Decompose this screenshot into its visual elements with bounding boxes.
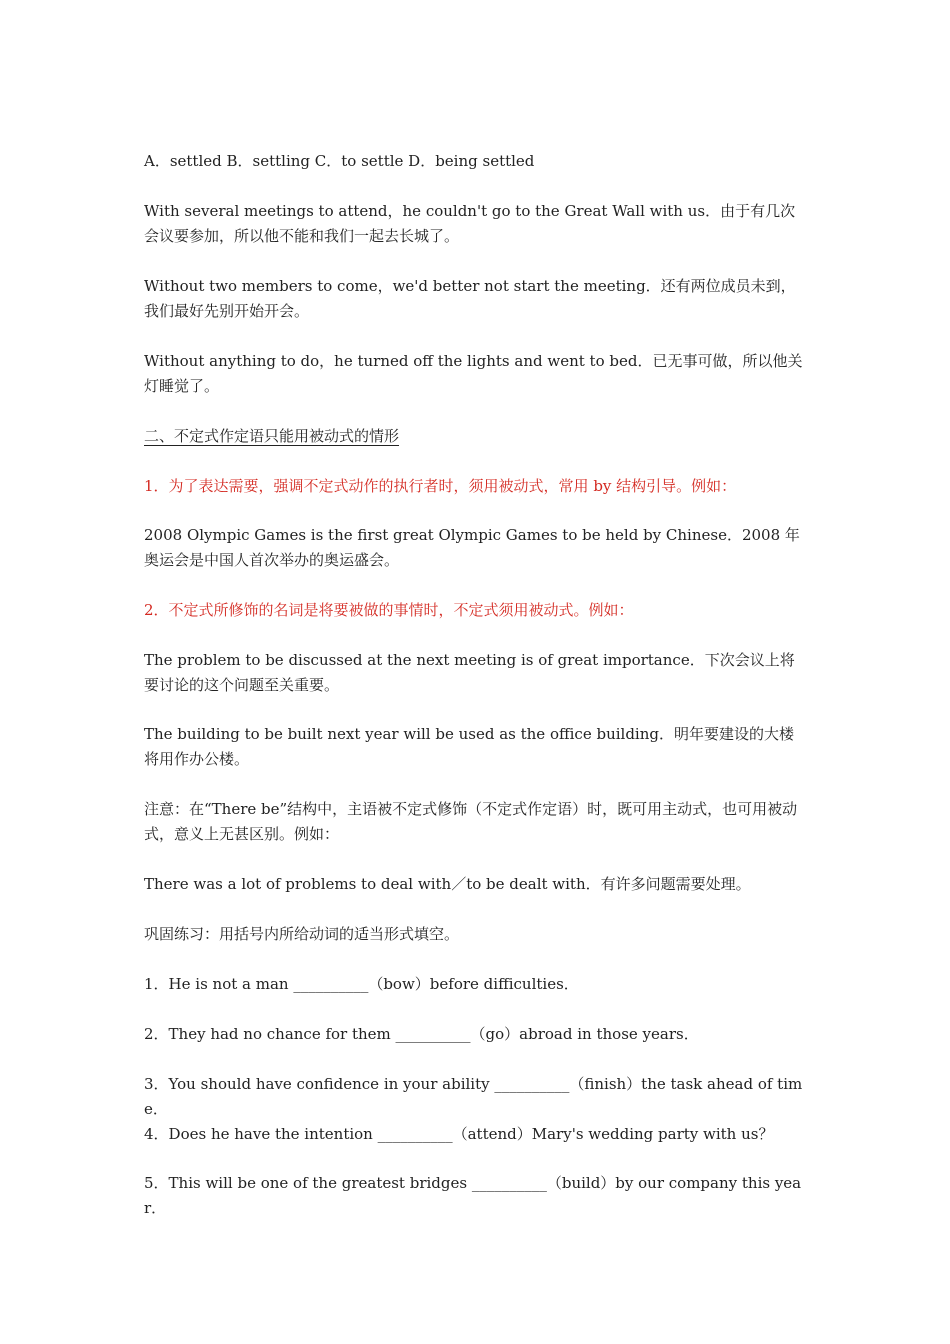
example-sentence-bed: Without anything to do，he turned off the lights and went to bed．已无事可做，所以他关灯睡觉了。 bbox=[144, 352, 803, 395]
note-paragraph: 注意：在“There be”结构中，主语被不定式修饰（不定式作定语）时，既可用主动式，也可用被动式，意义上无甚区别。例如： bbox=[144, 800, 798, 843]
example-sentence-problem: The problem to be discussed at the next meeting is of great importance．下次会议上将要讨论的这个问题至关重要。 bbox=[144, 651, 795, 694]
example-sentence-meetings: With several meetings to attend，he couldn't go to the Great Wall with us．由于有几次会议要参加，所以他不能和我们一起去长城了。 bbox=[144, 202, 796, 245]
rule-2: 2．不定式所修饰的名词是将要被做的事情时，不定式须用被动式。例如： bbox=[144, 601, 634, 619]
exercise-item: 3．You should have confidence in your ability __________（finish）the task ahead of time． bbox=[144, 1075, 803, 1118]
rule-1: 1．为了表达需要，强调不定式动作的执行者时，须用被动式，常用 by 结构引导。例如： bbox=[144, 477, 737, 495]
example-sentence-deal: There was a lot of problems to deal with／to be dealt with．有许多问题需要处理。 bbox=[144, 875, 751, 893]
exercise-item: 5．This will be one of the greatest bridges __________（build）by our company this year． bbox=[144, 1174, 802, 1217]
example-sentence-building: The building to be built next year will be used as the office building．明年要建设的大楼将用作办公楼。 bbox=[144, 725, 794, 768]
answer-options: A．settled B．settling C．to settle D．being settled bbox=[144, 152, 535, 170]
exercise-item: 4．Does he have the intention __________（attend）Mary's wedding party with us？ bbox=[144, 1125, 774, 1143]
exercise-item: 1．He is not a man __________（bow）before difficulties． bbox=[144, 975, 579, 993]
example-sentence-members: Without two members to come，we'd better not start the meeting．还有两位成员未到，我们最好先别开始开会。 bbox=[144, 277, 796, 320]
example-sentence-olympics: 2008 Olympic Games is the first great Olympic Games to be held by Chinese．2008 年奥运会是中国人首次举办的奥运盛会。 bbox=[144, 526, 800, 569]
section-heading: 二、不定式作定语只能用被动式的情形 bbox=[144, 427, 400, 445]
exercise-item: 2．They had no chance for them __________（go）abroad in those years． bbox=[144, 1025, 699, 1043]
exercise-intro: 巩固练习：用括号内所给动词的适当形式填空。 bbox=[144, 925, 460, 943]
